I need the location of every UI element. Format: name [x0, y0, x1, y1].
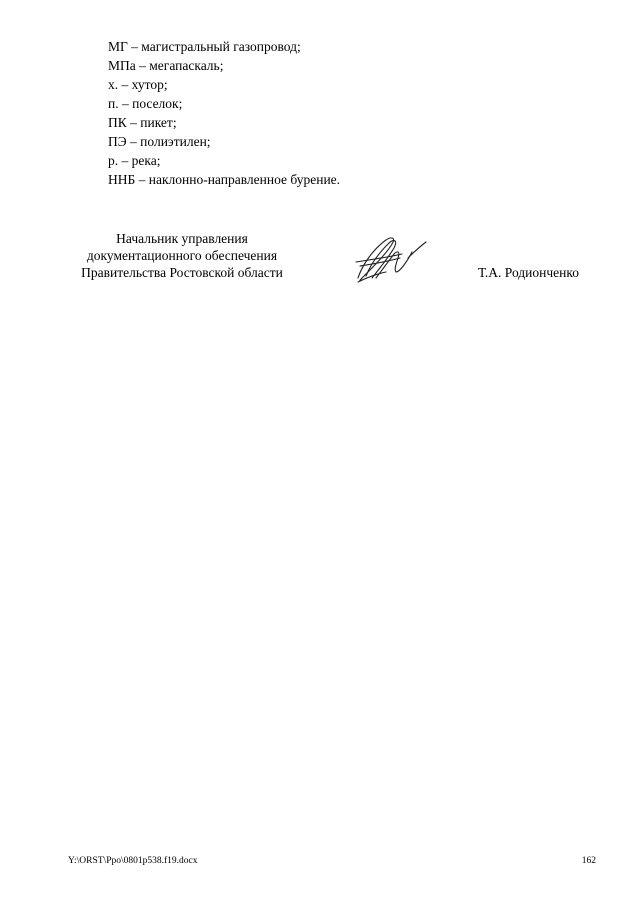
handwritten-signature [352, 232, 430, 286]
signer-position-line: Правительства Ростовской области [81, 265, 283, 280]
signer-position-line: Начальник управления [116, 231, 248, 246]
signer-position-line: документационного обеспечения [86, 248, 278, 263]
abbreviations-list [108, 37, 340, 189]
signer-name: Т.А. Родионченко [478, 265, 579, 280]
abbreviation-item: ПК – пикет; [108, 115, 177, 130]
signer-position [62, 230, 302, 281]
page-number: 162 [581, 856, 596, 866]
signature-block [0, 230, 640, 290]
abbreviation-item: МГ – магистральный газопровод; [108, 39, 301, 54]
footer-file-path: Y:\ORST\Ppo\0801p538.f19.docx [68, 856, 198, 866]
abbreviation-item: п. – поселок; [108, 96, 183, 111]
abbreviation-item: х. – хутор; [108, 77, 168, 92]
abbreviation-item: ННБ – наклонно-направленное бурение. [108, 172, 341, 187]
abbreviation-item: ПЭ – полиэтилен; [108, 134, 211, 149]
abbreviation-item: р. – река; [108, 153, 161, 168]
abbreviation-item: МПа – мегапаскаль; [108, 58, 224, 73]
